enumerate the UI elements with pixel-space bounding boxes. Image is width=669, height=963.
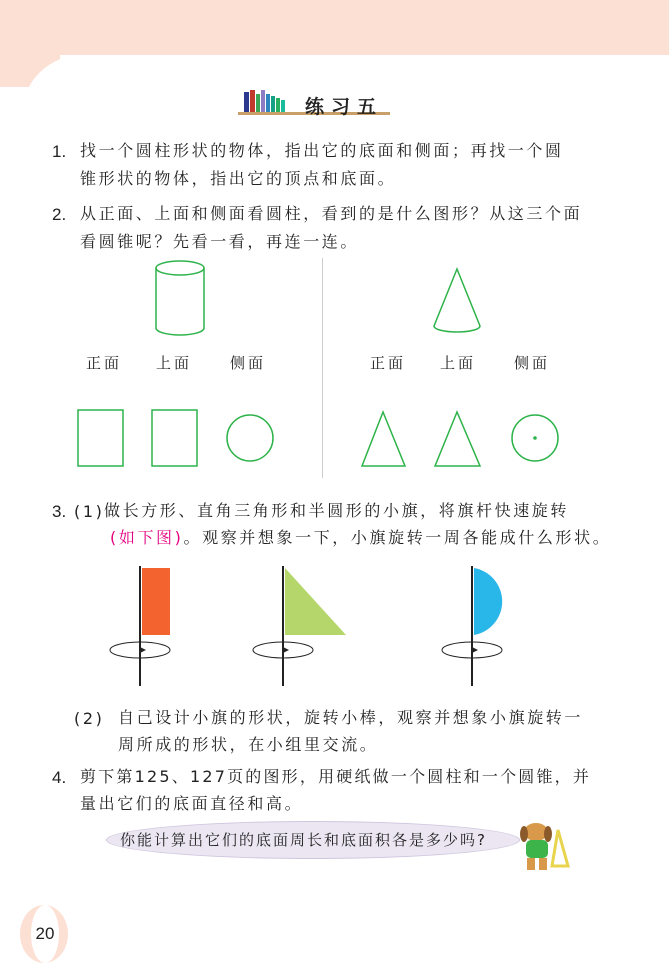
q2-line: 从正面、上面和侧面看圆柱，看到的是什么图形？从这三个面 (80, 204, 583, 223)
q3-part2-line: 周所成的形状，在小组里交流。 (118, 735, 379, 754)
triangle-flag (253, 566, 346, 686)
q3-part1-line: 做长方形、直角三角形和半圆形的小旗，将旗杆快速旋转 (104, 501, 570, 520)
dog-mascot-icon (512, 822, 570, 874)
page-number: 20 (31, 905, 59, 963)
rectangle-flag (110, 566, 170, 686)
rotating-flags-figure (100, 560, 520, 690)
semicircle-flag (442, 566, 502, 686)
q3-number: 3. (52, 502, 67, 521)
q4-number: 4. (52, 768, 67, 787)
q1-line: 找一个圆柱形状的物体，指出它的底面和侧面；再找一个圆 (80, 141, 564, 160)
q3-part2-label: (2) (74, 709, 105, 728)
cone-figure (430, 266, 486, 336)
page-number-badge (20, 905, 68, 963)
q2-number: 2. (52, 205, 67, 224)
cylinder-figure (150, 258, 212, 340)
circle-shape (227, 415, 273, 461)
header-band (0, 0, 669, 55)
figure-reference: (如下图) (110, 528, 184, 547)
q4-line: 剪下第125、127页的图形，用硬纸做一个圆柱和一个圆锥，并 (80, 767, 592, 786)
label-front: 正面 (370, 354, 407, 372)
q1-number: 1. (52, 142, 67, 161)
rectangle-shape (152, 410, 197, 466)
q3-part2-line: 自己设计小旗的形状，旋转小棒，观察并想象小旗旋转一 (118, 708, 584, 727)
books-icon (240, 88, 290, 114)
q1-line: 锥形状的物体，指出它的顶点和底面。 (80, 169, 397, 188)
triangle-shape (435, 412, 480, 466)
label-top: 上面 (156, 354, 193, 372)
view-shapes (70, 400, 590, 475)
page-title: 练习五 (305, 96, 384, 118)
rectangle-shape (78, 410, 123, 466)
speech-bubble-text: 你能计算出它们的底面周长和底面积各是多少吗? (120, 831, 487, 849)
label-side: 侧面 (514, 354, 551, 372)
q4-line: 量出它们的底面直径和高。 (80, 794, 304, 813)
label-front: 正面 (86, 354, 123, 372)
label-side: 侧面 (230, 354, 267, 372)
q3-part1-line: 。观察并想象一下，小旗旋转一周各能成什么形状。 (183, 528, 612, 547)
q3-part1-label: (1) (74, 502, 105, 521)
label-top: 上面 (440, 354, 477, 372)
q2-line: 看圆锥呢？先看一看，再连一连。 (80, 232, 360, 251)
triangle-shape (362, 412, 405, 466)
